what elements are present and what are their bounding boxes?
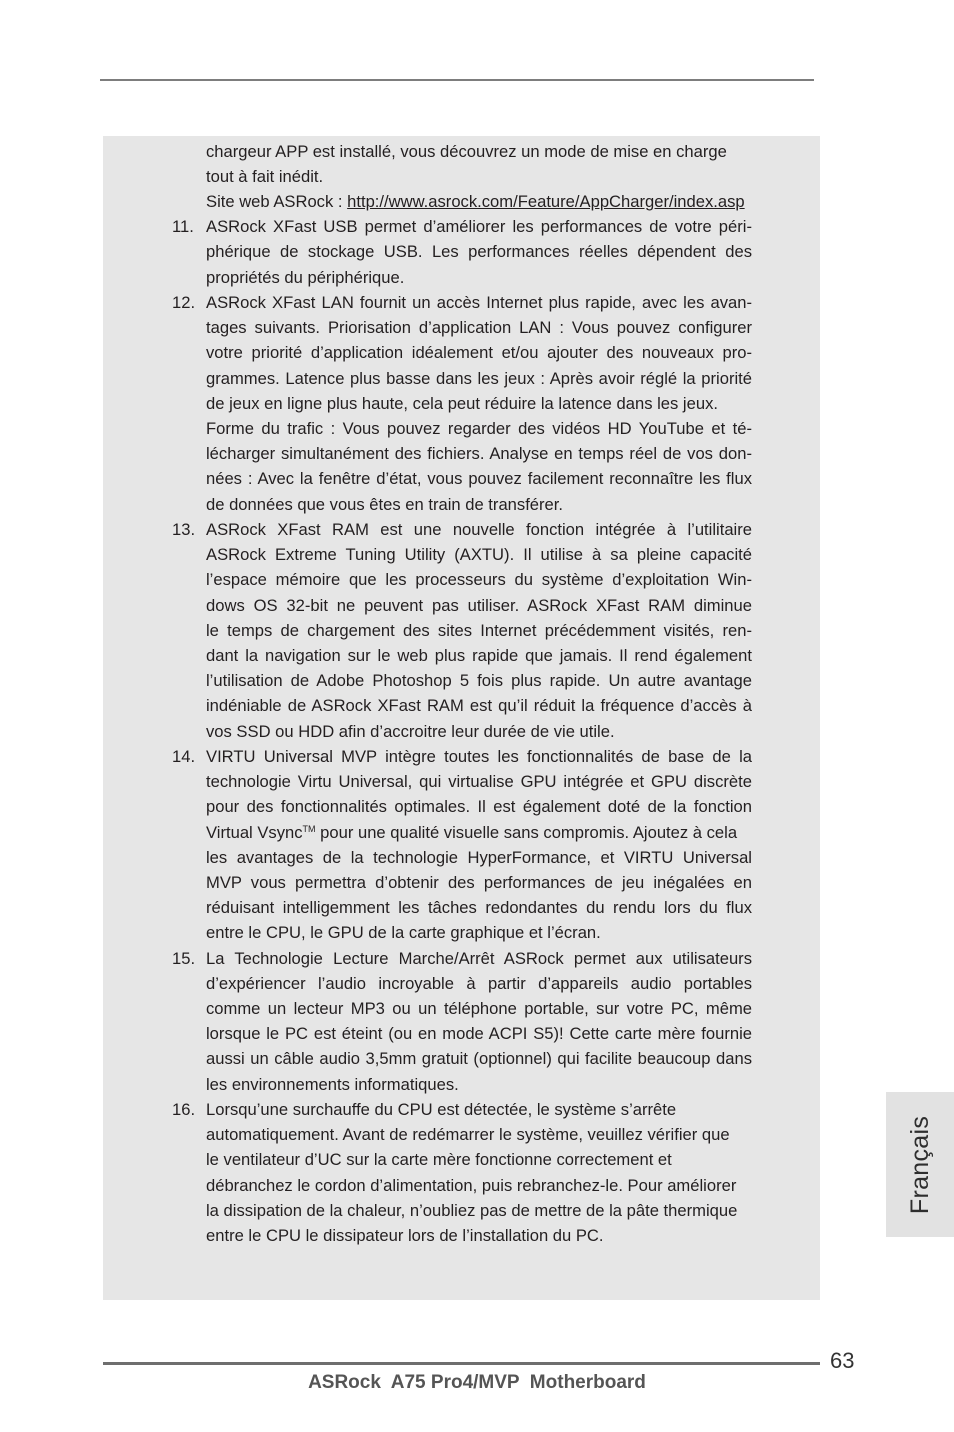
text-line: technologie Virtu Universal, qui virtualise GPU intégrée et GPU discrète <box>206 772 752 792</box>
text-line: aussi un câble audio 3,5mm gratuit (optionnel) qui facilite beaucoup dans <box>206 1049 752 1069</box>
text-line: ASRock XFast USB permet d’améliorer les performances de votre péri- <box>206 217 752 237</box>
text-line: MVP vous permettra d’obtenir des performances de jeu inégalées en <box>206 872 752 892</box>
list-item-11 <box>172 214 752 290</box>
text-line: propriétés du périphérique. <box>206 267 405 287</box>
text-line: ASRock XFast RAM est une nouvelle fonction intégrée à l’utilitaire <box>206 519 752 539</box>
text-line: nées : Avec la fenêtre d’état, vous pouvez facilement reconnaître les flux <box>206 469 752 489</box>
item-number: 11. <box>172 217 194 237</box>
language-tab <box>886 1092 954 1237</box>
text-line: grammes. Latence plus basse dans les jeux : Après avoir réglé la priorité <box>206 368 752 388</box>
text-line: les avantages de la technologie HyperFormance, et VIRTU Universal <box>206 847 752 867</box>
text-line: lorsque le PC est éteint (ou en mode ACPI S5)! Cette carte mère fournie <box>206 1024 752 1044</box>
text-line: automatiquement. Avant de redémarrer le système, veuillez vérifier que <box>206 1125 730 1145</box>
text-line: lécharger simultanément des fichiers. Analyse en temps réel de vos don- <box>206 444 752 464</box>
item-number: 14. <box>172 746 196 766</box>
text-line: Lorsqu’une surchauffe du CPU est détectée, le système s’arrête <box>206 1099 677 1119</box>
footer-title: ASRock A75 Pro4/MVP Motherboard <box>308 1372 646 1393</box>
text-line: l’utilisation de Adobe Photoshop 5 fois plus rapide. Un autre avantage <box>206 671 752 691</box>
item-number: 12. <box>172 292 196 312</box>
text-line: ASRock XFast LAN fournit un accès Internet plus rapide, avec les avan- <box>206 292 752 312</box>
website-label: Site web ASRock : <box>206 192 348 212</box>
text-line: l’espace mémoire que les processeurs du système d’exploitation Win- <box>206 570 752 590</box>
text-line: La Technologie Lecture Marche/Arrêt ASRock permet aux utilisateurs <box>206 948 752 968</box>
text-line: le temps de chargement des sites Internet précédemment visités, ren- <box>206 620 752 640</box>
vsync-text: Virtual Vsync <box>206 822 303 842</box>
list-item-14 <box>172 744 752 946</box>
list-item-16 <box>172 1097 752 1248</box>
text-line: chargeur APP est installé, vous découvrez un mode de mise en charge <box>206 141 727 161</box>
text-line: dows OS 32-bit ne peuvent pas utiliser. ASRock XFast RAM diminue <box>206 595 752 615</box>
text-line: réduisant intelligemment les tâches redondantes du rendu lors du flux <box>206 898 752 918</box>
list-item-12 <box>172 290 752 517</box>
appcharger-link[interactable]: http://www.asrock.com/Feature/AppCharger/index.asp <box>347 192 745 212</box>
page-number: 63 <box>830 1348 855 1373</box>
text-line: VIRTU Universal MVP intègre toutes les fonctionnalités de base de la <box>206 746 752 766</box>
list-item-13 <box>172 517 752 744</box>
text-line: de jeux en ligne plus haute, cela peut réduire la latence dans les jeux. <box>206 393 718 413</box>
text-line: votre priorité d’application idéalement et/ou ajouter des nouveaux pro- <box>206 343 752 363</box>
trademark-mark: TM <box>302 823 316 834</box>
text-line: la dissipation de la chaleur, n’oubliez pas de mettre de la pâte thermique <box>206 1200 738 1220</box>
text-line: d’expériencer l’audio incroyable à partir d’appareils audio portables <box>206 973 752 993</box>
text-line: débranchez le cordon d’alimentation, puis rebranchez-le. Pour améliorer <box>206 1175 737 1195</box>
text-line: le ventilateur d’UC sur la carte mère fonctionne correctement et <box>206 1150 672 1170</box>
text-line: Forme du trafic : Vous pouvez regarder des vidéos HD YouTube et té- <box>206 419 752 438</box>
text-line: indéniable de ASRock XFast RAM est qu’il réduit la fréquence d’accès à <box>206 696 752 716</box>
text-line: entre le CPU le dissipateur lors de l’installation du PC. <box>206 1226 604 1245</box>
item-number: 15. <box>172 948 196 968</box>
list-item-15 <box>172 946 752 1097</box>
text-line: phérique de stockage USB. Les performances réelles dépendent des <box>206 242 752 262</box>
text-line: tout à fait inédit. <box>206 166 324 186</box>
text-line: vos SSD ou HDD afin d’accroitre leur durée de vie utile. <box>206 721 615 741</box>
text-span: pour une qualité visuelle sans compromis. Ajoutez à cela <box>315 822 738 842</box>
text-line: pour des fonctionnalités optimales. Il est également doté de la fonction <box>206 797 752 817</box>
text-line: entre le CPU, le GPU de la carte graphique et l’écran. <box>206 923 601 943</box>
text-line: les environnements informatiques. <box>206 1074 459 1094</box>
website-line <box>206 189 752 214</box>
language-tab-label: Français <box>906 1115 934 1214</box>
header-rule <box>100 79 814 81</box>
text-line: de données que vous êtes en train de transférer. <box>206 494 564 514</box>
text-line: dant la navigation sur le web plus rapide que jamais. Il rend également <box>206 645 752 665</box>
text-line: ASRock Extreme Tuning Utility (AXTU). Il utilise à sa pleine capacité <box>206 545 752 565</box>
item-number: 16. <box>172 1099 196 1119</box>
text-line: tages suivants. Priorisation d’application LAN : Vous pouvez configurer <box>206 318 752 338</box>
text-line: comme un lecteur MP3 ou un téléphone portable, sur votre PC, même <box>206 999 752 1019</box>
footer-rule <box>103 1362 820 1365</box>
text-line <box>206 820 752 845</box>
content-body <box>172 139 752 1249</box>
item-number: 13. <box>172 519 196 539</box>
